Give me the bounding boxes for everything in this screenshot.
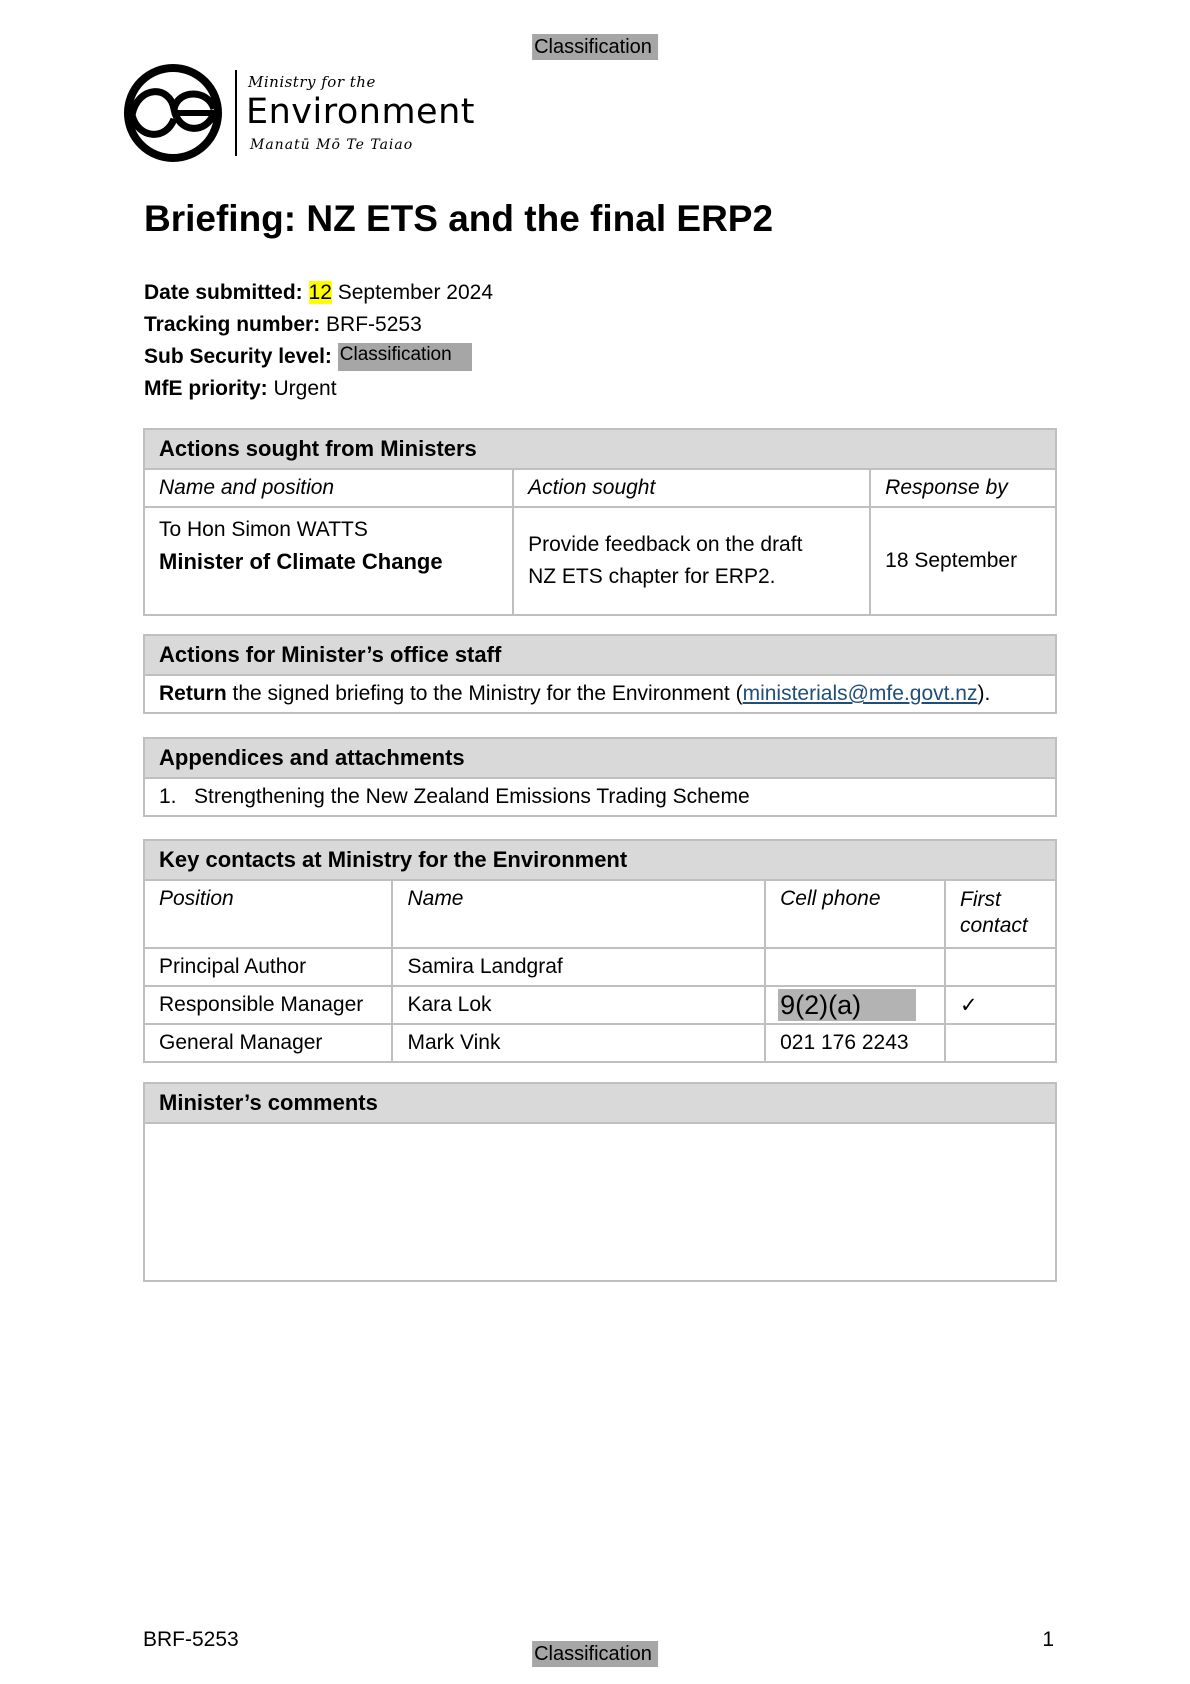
contacts-header-row <box>144 880 1056 948</box>
contact-name: Kara Lok <box>392 986 765 1024</box>
table-row <box>144 948 1056 986</box>
table-row <box>144 986 1056 1024</box>
tracking-number <box>144 309 493 341</box>
contact-name: Mark Vink <box>392 1024 765 1062</box>
col-action-sought: Action sought <box>513 469 870 507</box>
security-label: Sub Security level: <box>144 345 332 368</box>
classification-marker-top: Classification <box>532 34 658 60</box>
ministers-comments-table <box>143 1082 1057 1282</box>
contact-phone-cell <box>765 986 945 1024</box>
priority-label: MfE priority: <box>144 377 268 400</box>
contact-position: Responsible Manager <box>144 986 392 1024</box>
minister-name-cell <box>144 507 513 615</box>
date-label: Date submitted: <box>144 281 303 304</box>
logo-line-1: Ministry for the <box>248 73 376 91</box>
table-row <box>144 1024 1056 1062</box>
contact-first <box>945 948 1056 986</box>
date-rest: September 2024 <box>331 281 493 304</box>
col-position: Position <box>144 880 392 948</box>
col-first-contact: First contact <box>945 880 1056 948</box>
return-text-end: ). <box>977 682 991 705</box>
tracking-value: BRF-5253 <box>320 313 422 336</box>
key-contacts-table <box>143 839 1057 1063</box>
logo-line-2: Environment <box>246 92 475 132</box>
contact-position: General Manager <box>144 1024 392 1062</box>
classification-marker-bottom: Classification <box>532 1641 658 1667</box>
mfe-priority <box>144 373 493 405</box>
footer-reference: BRF-5253 <box>143 1628 239 1651</box>
date-submitted <box>144 277 493 309</box>
ministers-comments-area[interactable] <box>144 1123 1056 1281</box>
contact-name: Samira Landgraf <box>392 948 765 986</box>
appendices-table <box>143 737 1057 817</box>
contact-position: Principal Author <box>144 948 392 986</box>
document-meta <box>144 277 493 405</box>
mfe-logo <box>124 63 484 163</box>
actions-staff-table <box>143 634 1057 714</box>
col-name-position: Name and position <box>144 469 513 507</box>
minister-position: Minister of Climate Change <box>159 549 443 574</box>
appendices-heading: Appendices and attachments <box>144 738 1056 778</box>
response-by-cell: 18 September <box>870 507 1056 615</box>
action-line-1: Provide feedback on the draft <box>528 533 803 556</box>
priority-value: Urgent <box>267 377 337 400</box>
contact-first: ✓ <box>945 986 1056 1024</box>
actions-ministers-table <box>143 428 1057 616</box>
date-day: 12 <box>308 281 332 304</box>
redacted-phone: 9(2)(a) <box>778 989 916 1021</box>
security-level <box>144 341 493 373</box>
contact-phone: 021 176 2243 <box>765 1024 945 1062</box>
actions-staff-heading: Actions for Minister’s office staff <box>144 635 1056 675</box>
actions-ministers-heading: Actions sought from Ministers <box>144 429 1056 469</box>
security-value: Classification <box>338 343 472 371</box>
actions-staff-text <box>144 675 1056 713</box>
contact-phone <box>765 948 945 986</box>
mfe-logo-icon <box>124 63 224 163</box>
appendix-item: 1. Strengthening the New Zealand Emissions Trading Scheme <box>144 778 1056 816</box>
return-label: Return <box>159 682 227 705</box>
ministers-comments-heading: Minister’s comments <box>144 1083 1056 1123</box>
logo-divider <box>235 70 237 156</box>
col-cell-phone: Cell phone <box>765 880 945 948</box>
action-sought-cell <box>513 507 870 615</box>
logo-line-3: Manatū Mō Te Taiao <box>250 137 414 153</box>
return-text: the signed briefing to the Ministry for the Environment ( <box>226 682 743 705</box>
key-contacts-heading: Key contacts at Ministry for the Environment <box>144 840 1056 880</box>
col-name: Name <box>392 880 765 948</box>
contact-first <box>945 1024 1056 1062</box>
action-line-2: NZ ETS chapter for ERP2. <box>528 565 776 588</box>
ministerials-email-link[interactable]: ministerials@mfe.govt.nz <box>742 682 978 705</box>
document-title: Briefing: NZ ETS and the final ERP2 <box>144 198 774 239</box>
minister-name: To Hon Simon WATTS <box>159 518 368 541</box>
col-response-by: Response by <box>870 469 1056 507</box>
page-number: 1 <box>1042 1628 1054 1651</box>
tracking-label: Tracking number: <box>144 313 321 336</box>
